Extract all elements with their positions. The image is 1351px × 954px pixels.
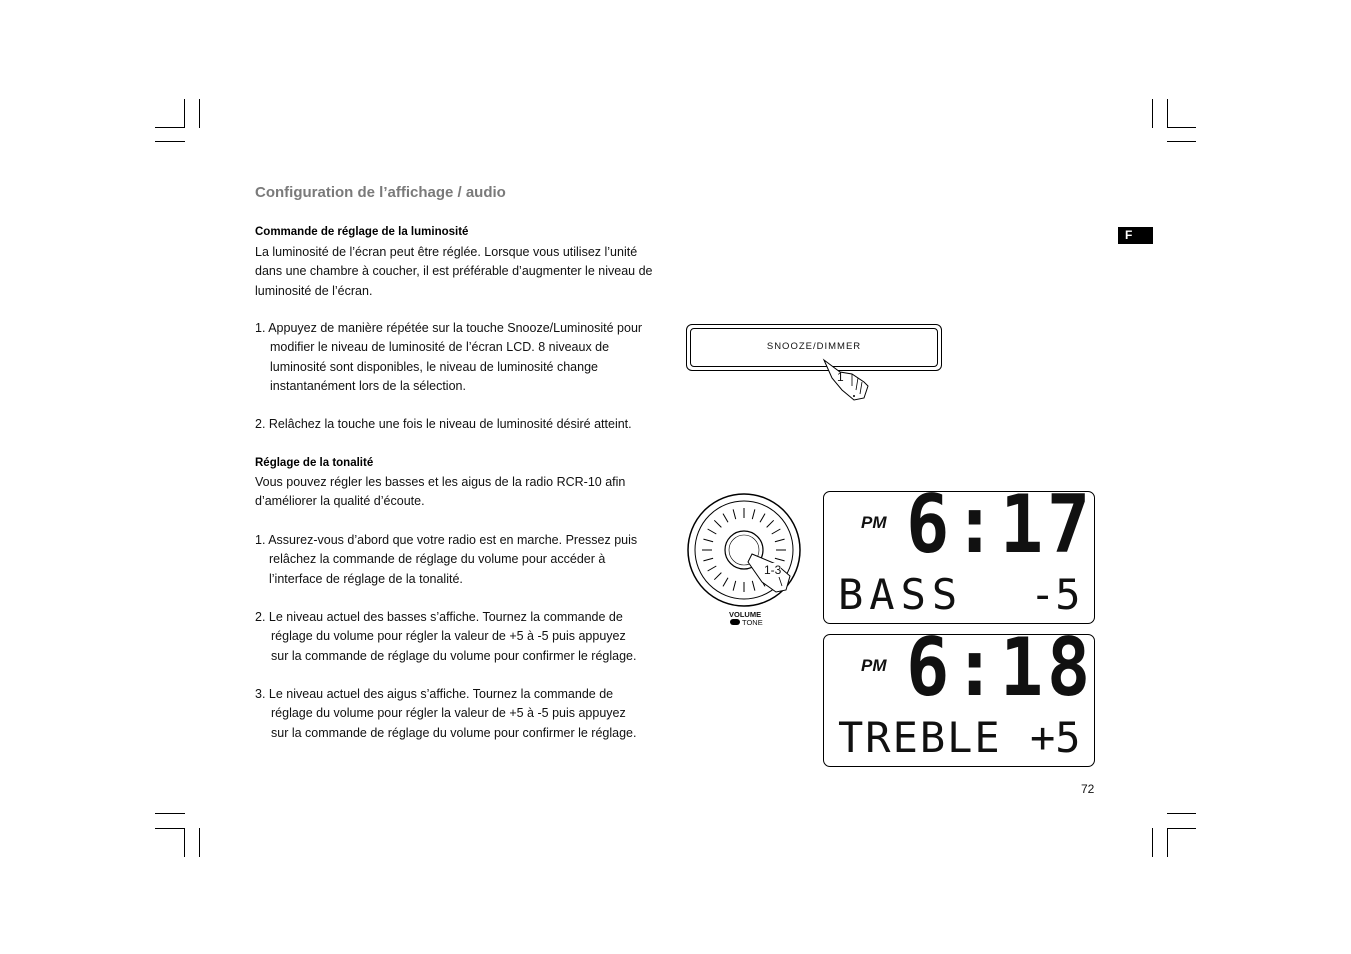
push-icon	[730, 619, 740, 625]
language-tab: F	[1118, 227, 1153, 244]
mode-text: BASS	[838, 570, 964, 619]
page-title: Configuration de l’affichage / audio	[255, 184, 506, 201]
snooze-dimmer-button[interactable]	[686, 324, 942, 371]
mode-text: TREBLE	[838, 713, 1002, 762]
level-value: -5	[1030, 570, 1081, 619]
tone-step-3: 3. Le niveau actuel des aigus s’affiche. Tournez la commande de réglage du volume pour régler la valeur de +5 à -5 puis appuyez sur la commande de réglage du volume pour confirmer le réglage.	[255, 687, 637, 740]
time-readout: 6:17	[906, 478, 1094, 571]
volume-label: VOLUME	[729, 610, 762, 619]
snooze-callout: 1	[837, 370, 844, 384]
level-value: +5	[1030, 713, 1081, 762]
ampm-indicator: PM	[861, 513, 887, 532]
snooze-dimmer-label: SNOOZE/DIMMER	[766, 341, 862, 352]
tone-intro: Vous pouvez régler les basses et les aigus de la radio RCR-10 afin d’améliorer la qualité d’écoute.	[255, 475, 626, 509]
brightness-intro: La luminosité de l’écran peut être réglée. Lorsque vous utilisez l’unité dans une chambre à coucher, il est préférable d’augmenter le niveau de luminosité de l’écran.	[255, 245, 653, 298]
time-readout: 6:18	[906, 621, 1094, 714]
page-number: 72	[1081, 782, 1095, 796]
volume-knob[interactable]	[686, 492, 812, 622]
lcd-display-bass	[823, 478, 1095, 624]
tone-step-1: 1. Assurez-vous d’abord que votre radio est en marche. Pressez puis relâchez la commande de réglage du volume pour accéder à l’interface de réglage de la tonalité.	[255, 533, 638, 586]
tone-heading: Réglage de la tonalité	[255, 457, 374, 469]
tone-step-2: 2. Le niveau actuel des basses s’affiche. Tournez la commande de réglage du volume pour régler la valeur de +5 à -5 puis appuyez sur la commande de réglage du volume pour confirmer le réglage.	[255, 610, 637, 663]
ampm-indicator: PM	[861, 656, 887, 675]
brightness-heading: Commande de réglage de la luminosité	[255, 226, 469, 238]
hand-pointer-icon	[818, 356, 874, 404]
lcd-display-treble	[823, 621, 1095, 767]
volume-callout: 1-3	[764, 563, 782, 577]
brightness-step-2: 2. Relâchez la touche une fois le niveau de luminosité désiré atteint.	[255, 417, 632, 431]
tone-sublabel: TONE	[742, 618, 763, 627]
brightness-step-1: 1. Appuyez de manière répétée sur la touche Snooze/Luminosité pour modifier le niveau de luminosité de l’écran LCD. 8 niveaux de luminosité sont disponibles, le niveau de luminosité change instantanément lors de la sélection.	[255, 321, 643, 393]
